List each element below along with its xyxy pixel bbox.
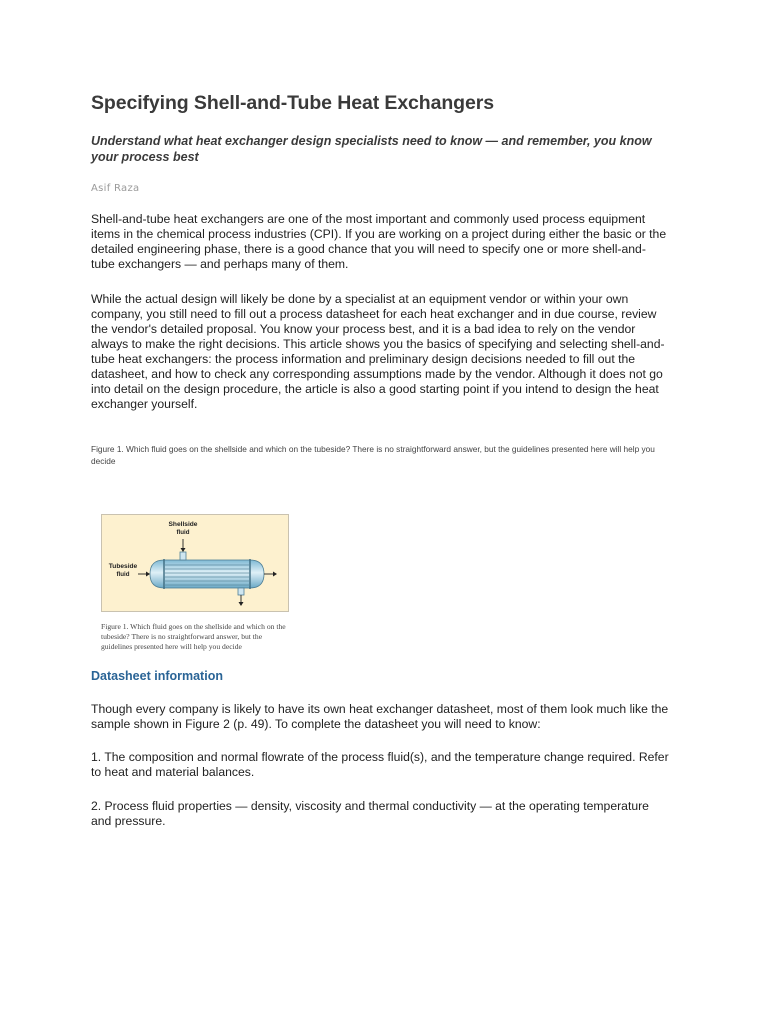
heat-exchanger-diagram bbox=[102, 515, 288, 611]
article-subtitle: Understand what heat exchanger design specialists need to know — and remember, you know your process best bbox=[91, 134, 652, 164]
author-name[interactable]: Asif Raza bbox=[91, 183, 140, 194]
shell-body bbox=[164, 560, 250, 588]
label-tubeside: Tubeside bbox=[108, 563, 138, 570]
label-tubeside-fluid: fluid bbox=[116, 571, 130, 578]
section-paragraph-1: Though every company is likely to have its own heat exchanger datasheet, most of them look much like the sample shown in Figure 2 (p. 49). To complete the datasheet you will need to know: bbox=[91, 702, 669, 731]
article-title: Specifying Shell-and-Tube Heat Exchangers bbox=[91, 92, 494, 114]
body-paragraph-2: While the actual design will likely be done by a specialist at an equipment vendor or within your own company, you still need to fill out a process datasheet for each heat exchanger and in due course, review the vendor's detailed proposal. You know your process best, and it is a bad idea to rely on the vendor always to make the right decisions. This article shows you the basics of specifying and selecting shell-and-tube heat exchangers: the process information and preliminary design decisions needed to fill out the datasheet, and how to check any corresponding assumptions made by the vendor. Although it does not go into detail on the design procedure, the article is also a good starting point if you intend to design the heat exchanger yourself. bbox=[91, 292, 665, 411]
section-paragraph-2: 1. The composition and normal flowrate of the process fluid(s), and the temperature change required. Refer to heat and material balances. bbox=[91, 750, 669, 779]
shellside-outlet-nozzle bbox=[238, 588, 244, 595]
heat-exchanger-figure bbox=[101, 514, 289, 612]
figure-caption-top: Figure 1. Which fluid goes on the shellside and which on the tubeside? There is no straightforward answer, but the guidelines presented here will help you decide bbox=[91, 444, 655, 466]
right-head bbox=[250, 560, 264, 588]
shellside-inlet-nozzle bbox=[180, 552, 186, 560]
label-shellside: Shellside bbox=[168, 521, 198, 528]
body-paragraph-1: Shell-and-tube heat exchangers are one of the most important and commonly used process equipment items in the chemical process industries (CPI). If you are working on a project during either the basic or the detailed engineering phase, there is a good chance that you will need to specify one or more shell-and-tube exchangers — and perhaps many of them. bbox=[91, 212, 667, 271]
left-head bbox=[150, 560, 164, 588]
label-shellside-fluid: fluid bbox=[176, 529, 190, 536]
figure-caption-bottom: Figure 1. Which fluid goes on the shellside and which on the tubeside? There is no straightforward answer, but the guidelines presented here will help you decide bbox=[101, 622, 286, 651]
section-heading-datasheet[interactable]: Datasheet information bbox=[91, 669, 223, 683]
section-paragraph-3: 2. Process fluid properties — density, viscosity and thermal conductivity — at the operating temperature and pressure. bbox=[91, 799, 649, 828]
